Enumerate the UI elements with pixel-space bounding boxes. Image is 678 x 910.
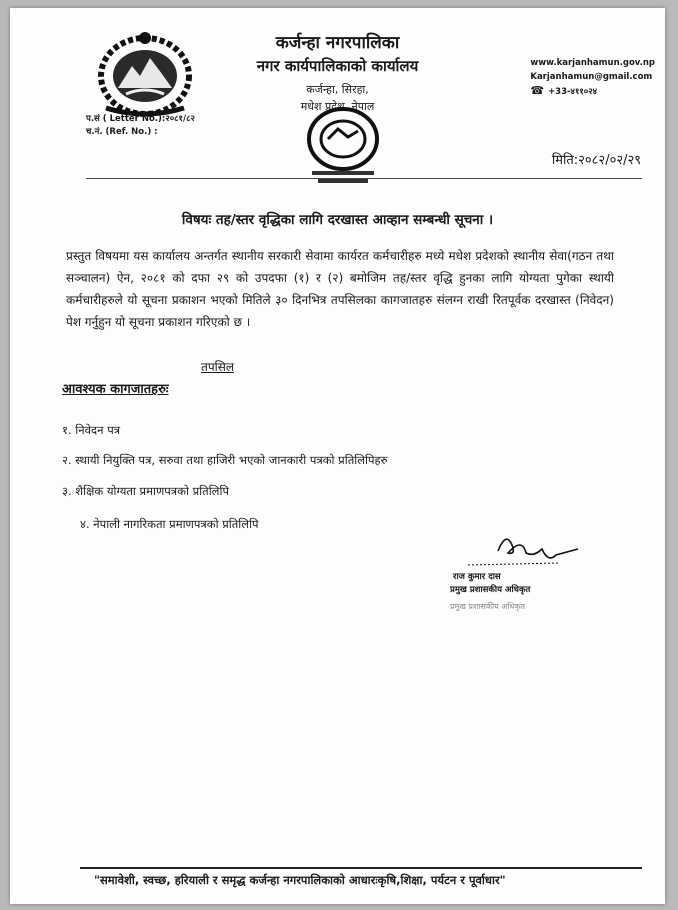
schedule-heading: तपसिल	[201, 360, 235, 374]
signatory-title: प्रमुख प्रशासकीय अधिकृत	[450, 585, 531, 595]
letter-number: प.सं ( Letter No.):२०८१/८२	[86, 114, 195, 124]
contact-block	[530, 56, 655, 99]
email-link[interactable]: Karjanhamun@gmail.com	[530, 72, 653, 82]
municipality-name: कर्जन्हा नगरपालिका	[275, 33, 400, 53]
list-item: ३. शैक्षिक योग्यता प्रमाणपत्रको प्रतिलिपि	[62, 484, 229, 498]
notice-document	[10, 8, 665, 904]
list-item: १. निवेदन पत्र	[62, 423, 121, 437]
signatory-stamp: प्रमुख प्रशासकीय अधिकृत	[450, 602, 526, 611]
phone-number: +33-४११०२४	[548, 87, 598, 97]
list-item: ४. नेपाली नागरिकता प्रमाणपत्रको प्रतिलिपि	[80, 517, 259, 531]
footer-slogan: "समावेशी, स्वच्छ, हरियाली र समृद्ध कर्जन्हा नगरपालिकाको आधारःकृषि,शिक्षा, पर्यटन र पूर्वाधार"	[94, 873, 506, 887]
signatory-name: राज कुमार दास	[453, 572, 501, 582]
subject-line: विषयः तह/स्तर वृद्धिका लागि दरखास्त आव्हान सम्बन्धी सूचना ।	[181, 212, 494, 228]
list-item: २. स्थायी नियुक्ति पत्र, सरुवा तथा हाजिरी भएको जानकारी पत्रको प्रतिलिपिहरु	[62, 453, 388, 467]
address-line-2: मधेश प्रदेश, नेपाल	[300, 100, 375, 113]
signature-icon	[450, 523, 590, 573]
address-line-1: कर्जन्हा, सिरहा,	[306, 83, 369, 96]
header-divider	[86, 178, 642, 179]
issue-date: मिति:२०८२/०२/२९	[551, 153, 641, 168]
reference-block	[86, 113, 195, 139]
notice-body: प्रस्तुत विषयमा यस कार्यालय अन्तर्गत स्थानीय सरकारी सेवामा कार्यरत कर्मचारीहरु मध्ये मधेश प्रदेशको स्थानीय सेवा(गठन तथा सञ्चालन) ऐन, २०८१ को दफा २९ को उपदफा (१) र (२) बमोजिम तह/स्तर वृद्धि हुनका लागि योग्यता पुगेका स्थायी कर्मचारीहरुले यो सूचना प्रकाशन भएको मितिले ३० दिनभित्र तपसिलका कागजातहरु संलग्न राखी रितपूर्वक दरखास्त (निवेदन) पेश गर्नुहुन यो सूचना प्रकाशन गरिएको छ ।	[66, 249, 614, 329]
footer-divider	[80, 867, 642, 869]
website-link[interactable]: www.karjanhamun.gov.np	[530, 58, 655, 68]
required-documents-heading: आवश्यक कागजातहरुः	[62, 382, 169, 397]
ref-number: च.नं. (Ref. No.) :	[86, 127, 158, 137]
office-name: नगर कार्यपालिकाको कार्यालय	[256, 57, 419, 75]
phone-icon: ☎	[530, 84, 545, 97]
office-stamp-icon	[292, 103, 394, 185]
